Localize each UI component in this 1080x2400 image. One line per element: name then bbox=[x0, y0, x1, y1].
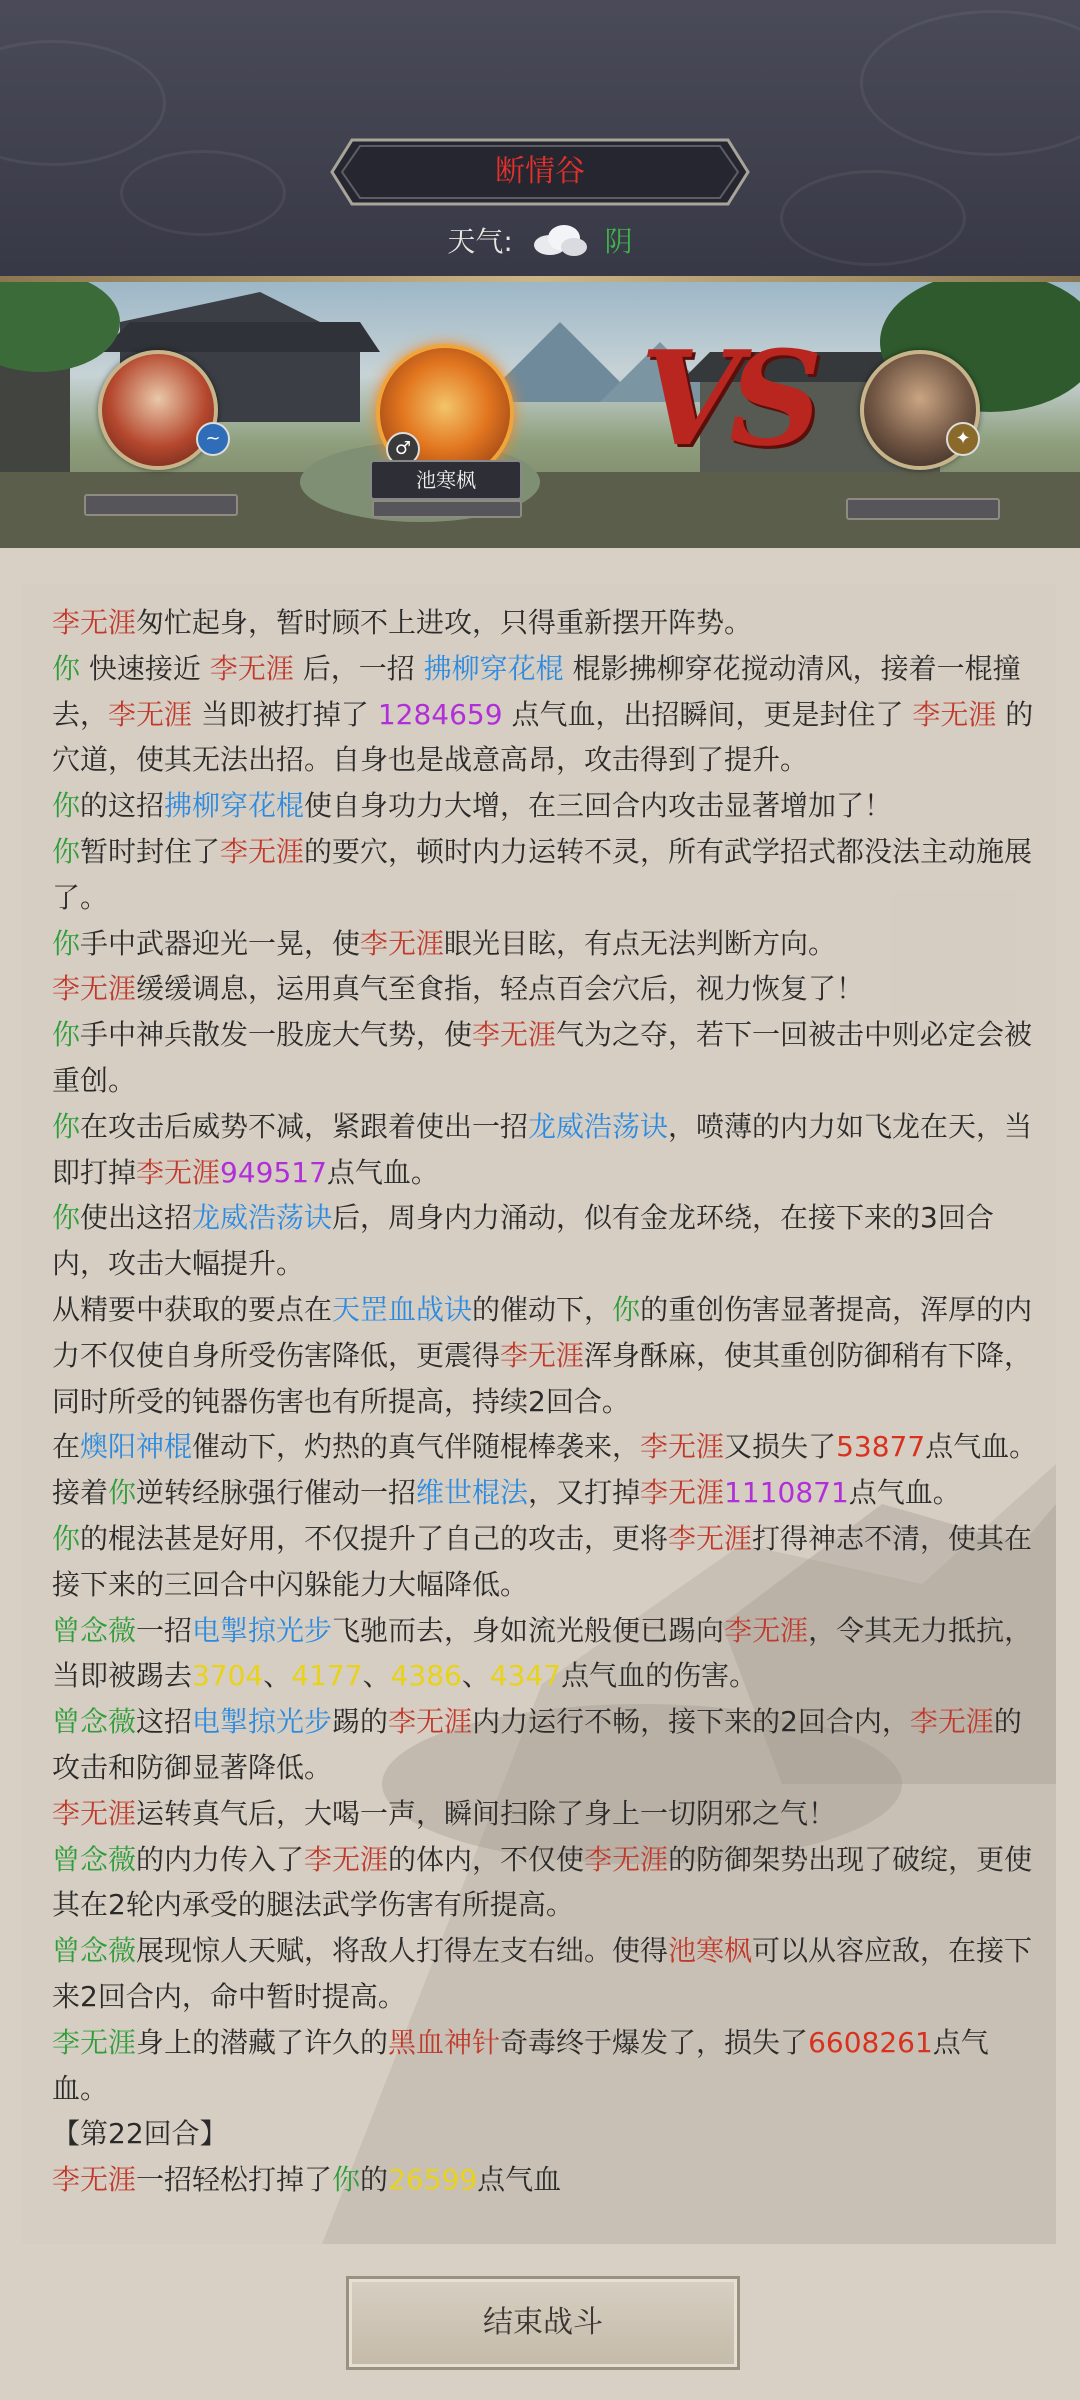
log-segment: 李无涯 bbox=[52, 1796, 137, 1830]
log-segment: 在攻击后威势不减，紧跟着使出一招 bbox=[80, 1109, 529, 1143]
log-entry bbox=[52, 1424, 1042, 1470]
top-header bbox=[0, 0, 1080, 282]
log-entry bbox=[52, 1928, 1042, 2020]
location-banner bbox=[330, 138, 750, 206]
log-segment: 手中武器迎光一晃，使 bbox=[80, 926, 361, 960]
log-segment: 棍影拂柳穿花搅动清风，接着一棍撞去， bbox=[52, 651, 1021, 731]
log-segment: 的催动下， bbox=[472, 1292, 613, 1326]
log-segment: 电掣掠光步 bbox=[192, 1613, 333, 1647]
log-segment: 李无涯 bbox=[724, 1613, 809, 1647]
battle-scene bbox=[0, 282, 1080, 548]
log-segment: ，喷薄的内力如飞龙在天，当即打掉 bbox=[52, 1109, 1033, 1189]
log-segment: 后，周身内力涌动，似有金龙环绕，在接下来的3回合内，攻击大幅提升。 bbox=[52, 1201, 994, 1281]
log-segment: 池寒枫 bbox=[668, 1934, 753, 1968]
end-battle-button[interactable]: 结束战斗 bbox=[346, 2276, 740, 2370]
weather-value: 阴 bbox=[604, 225, 633, 258]
log-segment: 、 bbox=[263, 1659, 292, 1693]
log-segment: 眼光目眩，有点无法判断方向。 bbox=[444, 926, 837, 960]
log-entry bbox=[52, 1791, 1042, 1837]
vs-emblem: VS bbox=[640, 322, 811, 475]
log-segment: 李无涯 bbox=[500, 1338, 585, 1372]
log-segment: 你 bbox=[52, 1018, 81, 1052]
log-segment: 的攻击和防御显著降低。 bbox=[52, 1705, 1022, 1784]
log-segment: 气为之夺，若下一回被击中则必定会被重创。 bbox=[52, 1018, 1033, 1097]
log-segment: 的棍法甚是好用，不仅提升了自己的攻击，更将 bbox=[80, 1521, 669, 1555]
log-segment: 运转真气后，大喝一声，瞬间扫除了身上一切阴邪之气！ bbox=[136, 1796, 837, 1830]
log-segment: 后，一招 bbox=[293, 651, 424, 685]
log-segment: 【第22回合】 bbox=[52, 2117, 228, 2151]
log-segment: 曾念薇 bbox=[52, 1705, 137, 1739]
log-segment: 点气血 bbox=[477, 2163, 562, 2197]
log-entry bbox=[52, 646, 1042, 783]
log-segment: 曾念薇 bbox=[52, 1934, 137, 1968]
log-segment: ，令其无力抵抗，当即被踢去 bbox=[52, 1613, 1033, 1693]
log-segment: 拂柳穿花棍 bbox=[164, 789, 305, 823]
log-entry bbox=[52, 2111, 1042, 2157]
log-entry bbox=[52, 1608, 1042, 1700]
log-segment: 李无涯 bbox=[640, 1476, 725, 1510]
log-segment: 李无涯 bbox=[360, 926, 445, 960]
log-entry bbox=[52, 966, 1042, 1012]
log-segment: 奇毒终于爆发了，损失了 bbox=[500, 2025, 809, 2059]
log-segment: 你 bbox=[52, 789, 81, 823]
log-segment: 李无涯 bbox=[388, 1705, 473, 1739]
log-segment: 缓缓调息，运用真气至食指，轻点百会穴后，视力恢复了！ bbox=[136, 972, 865, 1006]
log-segment: 李无涯 bbox=[912, 697, 997, 731]
log-segment: 你 bbox=[52, 834, 81, 868]
battle-log-text bbox=[52, 600, 1042, 2203]
log-segment: 你 bbox=[108, 1476, 137, 1510]
log-entry bbox=[52, 1699, 1042, 1791]
log-segment: 展现惊人天赋，将敌人打得左支右绌。使得 bbox=[136, 1934, 669, 1968]
log-segment: 你 bbox=[52, 1521, 81, 1555]
log-segment: 你 bbox=[52, 1109, 81, 1143]
log-entry bbox=[52, 921, 1042, 967]
log-segment: 的穴道，使其无法出招。自身也是战意高昂，攻击得到了提升。 bbox=[52, 697, 1034, 777]
log-segment: 4347 bbox=[489, 1659, 562, 1693]
log-segment: 天罡血战诀 bbox=[332, 1292, 473, 1326]
log-segment: 快速接近 bbox=[80, 651, 210, 685]
log-segment: 当即被打掉了 bbox=[192, 697, 378, 731]
log-segment: 点气血。 bbox=[326, 1155, 439, 1189]
log-segment: 李无涯 bbox=[52, 2025, 137, 2059]
gender-male-icon: ♂ bbox=[386, 432, 420, 466]
log-entry bbox=[52, 1104, 1042, 1196]
log-segment: 、 bbox=[362, 1659, 391, 1693]
log-segment: 949517 bbox=[220, 1155, 327, 1189]
log-segment: 的要穴，顿时内力运转不灵，所有武学招式都没法主动施展了。 bbox=[52, 834, 1033, 914]
log-segment: 你 bbox=[612, 1292, 641, 1326]
location-name: 断情谷 bbox=[495, 154, 585, 189]
log-segment: 龙威浩荡诀 bbox=[192, 1201, 333, 1235]
log-segment: 李无涯 bbox=[52, 2163, 137, 2197]
log-segment: 逆转经脉强行催动一招 bbox=[136, 1476, 417, 1510]
log-entry bbox=[52, 600, 1042, 646]
log-segment: 的内力传入了 bbox=[136, 1842, 305, 1876]
log-segment: 李无涯 bbox=[220, 834, 305, 868]
log-segment: 李无涯 bbox=[136, 1155, 221, 1189]
log-segment: 6608261 bbox=[808, 2025, 933, 2059]
log-segment: 拂柳穿花棍 bbox=[423, 651, 564, 685]
weather-label: 天气: bbox=[447, 225, 513, 258]
enemy-hp-bar bbox=[846, 498, 1000, 520]
cloud-icon bbox=[530, 223, 588, 257]
active-ally-hp-bar bbox=[372, 500, 522, 518]
log-entry bbox=[52, 1837, 1042, 1929]
log-segment: 的重创伤害显著提高，浑厚的内力不仅使自身所受伤害降低，更震得 bbox=[52, 1292, 1033, 1372]
log-segment: 踢的 bbox=[332, 1705, 389, 1739]
log-segment: 从精要中获取的要点在 bbox=[52, 1292, 333, 1326]
log-segment: 维世棍法 bbox=[416, 1476, 529, 1510]
log-segment: 李无涯 bbox=[209, 651, 294, 685]
log-segment: 燠阳神棍 bbox=[80, 1430, 193, 1464]
log-segment: 26599 bbox=[388, 2163, 478, 2197]
log-segment: 的这招 bbox=[80, 789, 165, 823]
log-entry bbox=[52, 829, 1042, 921]
log-segment: 李无涯 bbox=[304, 1842, 389, 1876]
log-segment: 龙威浩荡诀 bbox=[528, 1109, 669, 1143]
log-segment: 一招 bbox=[136, 1613, 193, 1647]
log-segment: 4386 bbox=[390, 1659, 462, 1693]
log-entry bbox=[52, 1012, 1042, 1104]
log-entry bbox=[52, 2020, 1042, 2112]
log-segment: 在 bbox=[52, 1430, 81, 1464]
log-segment: 你 bbox=[52, 1201, 81, 1235]
log-segment: 内力运行不畅，接下来的2回合内， bbox=[472, 1705, 910, 1739]
log-segment: 李无涯 bbox=[108, 697, 193, 731]
log-segment: 4177 bbox=[291, 1659, 363, 1693]
log-segment: 暂时封住了 bbox=[80, 834, 221, 868]
log-segment: 匆忙起身，暂时顾不上进攻，只得重新摆开阵势。 bbox=[136, 606, 753, 639]
log-segment: 点气血的伤害。 bbox=[561, 1659, 758, 1693]
log-segment: 手中神兵散发一股庞大气势，使 bbox=[80, 1018, 473, 1052]
ally-avatar[interactable] bbox=[98, 350, 218, 470]
log-segment: 黑血神针 bbox=[388, 2025, 501, 2059]
log-segment: 你 bbox=[332, 2163, 361, 2197]
log-entry bbox=[52, 1195, 1042, 1287]
log-segment: 催动下，灼热的真气伴随棍棒袭来， bbox=[192, 1430, 641, 1464]
log-segment: ，又打掉 bbox=[528, 1476, 641, 1510]
ally-hp-bar bbox=[84, 494, 238, 516]
log-segment: 你 bbox=[52, 926, 81, 960]
log-segment: 身上的潜藏了许久的 bbox=[136, 2025, 389, 2059]
log-segment: 飞驰而去，身如流光般便已踢向 bbox=[332, 1613, 725, 1647]
log-segment: 一招轻松打掉了 bbox=[136, 2163, 333, 2197]
log-segment: 李无涯 bbox=[668, 1521, 753, 1555]
log-entry bbox=[52, 783, 1042, 829]
weather-row bbox=[0, 220, 1080, 264]
log-segment: 浑身酥麻，使其重创防御稍有下降，同时所受的钝器伤害也有所提高，持续2回合。 bbox=[52, 1338, 1033, 1418]
log-segment: 使出这招 bbox=[80, 1201, 193, 1235]
log-segment: 李无涯 bbox=[584, 1842, 669, 1876]
log-segment: 这招 bbox=[136, 1705, 193, 1739]
log-segment: 点气血。 bbox=[848, 1476, 961, 1510]
log-segment: 的 bbox=[360, 2163, 389, 2197]
log-segment: 的体内，不仅使 bbox=[388, 1842, 585, 1876]
log-segment: 使自身功力大增，在三回合内攻击显著增加了！ bbox=[304, 789, 893, 823]
active-ally-name: 池寒枫 bbox=[370, 460, 522, 500]
log-entry bbox=[52, 1516, 1042, 1608]
log-segment: 1284659 bbox=[377, 697, 503, 731]
log-segment: 打得神志不清，使其在接下来的三回合中闪躲能力大幅降低。 bbox=[52, 1521, 1033, 1601]
log-segment: 你 bbox=[52, 651, 81, 685]
log-segment: 点气血。 bbox=[52, 2025, 989, 2105]
log-segment: 曾念薇 bbox=[52, 1613, 137, 1647]
log-segment: 李无涯 bbox=[909, 1705, 994, 1739]
log-entry bbox=[52, 1470, 1042, 1516]
log-entry bbox=[52, 2157, 1042, 2203]
ally-element-badge: ~ bbox=[196, 422, 230, 456]
log-segment: 点气血。 bbox=[925, 1430, 1038, 1464]
log-segment: 李无涯 bbox=[52, 606, 137, 639]
log-segment: 53877 bbox=[836, 1430, 926, 1464]
log-segment: 可以从容应敌，在接下来2回合内，命中暂时提高。 bbox=[52, 1934, 1033, 2013]
log-segment: 曾念薇 bbox=[52, 1842, 137, 1876]
log-segment: 李无涯 bbox=[52, 972, 137, 1006]
log-entry bbox=[52, 1287, 1042, 1424]
log-segment: 3704 bbox=[192, 1659, 264, 1693]
battle-log-panel[interactable] bbox=[22, 584, 1056, 2244]
log-segment: 李无涯 bbox=[472, 1018, 557, 1052]
log-segment: 的防御架势出现了破绽，更使其在2轮内承受的腿法武学伤害有所提高。 bbox=[52, 1842, 1033, 1922]
log-segment: 又损失了 bbox=[724, 1430, 837, 1464]
log-segment: 1110871 bbox=[724, 1476, 849, 1510]
log-segment: 、 bbox=[461, 1659, 490, 1693]
enemy-element-badge: ✦ bbox=[946, 422, 980, 456]
log-segment: 李无涯 bbox=[640, 1430, 725, 1464]
log-segment: 接着 bbox=[52, 1476, 109, 1510]
log-segment: 电掣掠光步 bbox=[192, 1705, 333, 1739]
log-segment: 点气血，出招瞬间，更是封住了 bbox=[502, 697, 913, 731]
